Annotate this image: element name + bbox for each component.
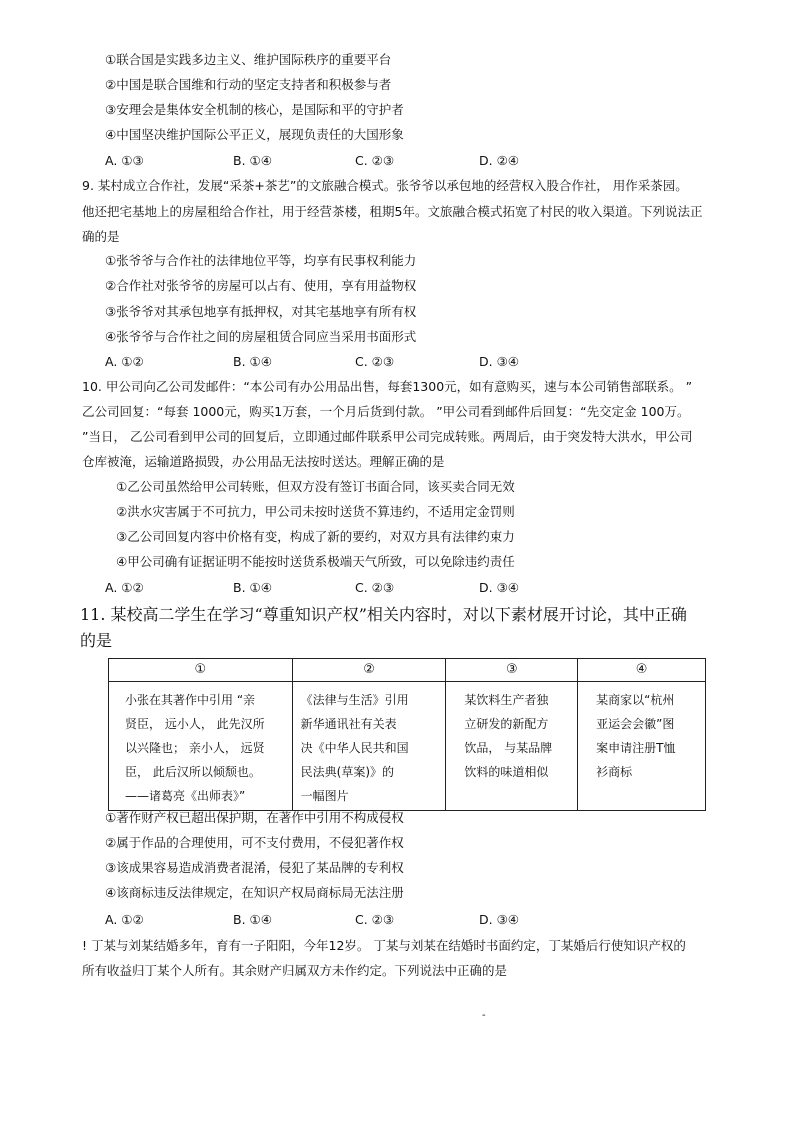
q9-answer-a: A. ①② [105, 354, 144, 369]
q8-answer-a: A. ①③ [105, 153, 144, 168]
table-cell [292, 682, 446, 811]
q10-option-3: ③乙公司回复内容中价格有变，构成了新的要约，对双方具有法律约束力 [116, 529, 515, 544]
page-mark: - [482, 1010, 486, 1021]
table-cell [578, 682, 706, 811]
q8-answer-c: C. ②③ [355, 153, 395, 168]
q11-answer-a: A. ①② [105, 912, 144, 927]
table-cell [109, 682, 293, 811]
q10-stem-line-2: 乙公司回复：“每套 1000元，购买1万套，一个月后货到付款。 ”甲公司看到邮件后回复：“先交定金 100万。 [82, 404, 690, 419]
q8-option-4: ④中国坚决维护国际公平正义，展现负责任的大国形象 [105, 127, 404, 142]
table-header-row [109, 659, 706, 682]
q11-option-4: ④该商标违反法律规定，在知识产权局商标局无法注册 [105, 885, 404, 900]
q11-stem-line-1: 11. 某校高二学生在学习“尊重知识产权”相关内容时，对以下素材展开讨论，其中正确 [80, 605, 687, 624]
q9-option-2: ②合作社对张爷爷的房屋可以占有、使用，享有用益物权 [105, 278, 417, 293]
q11-option-3: ③该成果容易造成消费者混淆，侵犯了某品牌的专利权 [105, 860, 404, 875]
q10-answer-a: A. ①② [105, 580, 144, 595]
q8-option-2: ②中国是联合国维和行动的坚定支持者和积极参与者 [105, 77, 392, 92]
table-header-cell: ② [292, 659, 446, 682]
q8-answer-b: B. ①④ [233, 153, 272, 168]
q11-stem-line-2: 的是 [80, 631, 113, 650]
q9-stem-line-1: 9. 某村成立合作社，发展“采茶+茶艺”的文旅融合模式。张爷爷以承包地的经营权入股合作社， 用作采茶园。 [82, 178, 688, 193]
material-1-text: 小张在其著作中引用 “亲 贤臣， 远小人， 此先汉所 以兴隆也； 亲小人， 远贤 臣， 此后汉所以倾颓也。 ——诸葛亮《出师表》” [125, 693, 265, 803]
q9-option-4: ④张爷爷与合作社之间的房屋租赁合同应当采用书面形式 [105, 329, 417, 344]
q10-option-1: ①乙公司虽然给甲公司转账，但双方没有签订书面合同，该买卖合同无效 [116, 479, 515, 494]
q12-stem-line-2: 所有收益归丁某个人所有。其余财产归属双方未作约定。下列说法中正确的是 [82, 963, 508, 978]
q10-answer-d: D. ③④ [479, 580, 519, 595]
table-row [109, 682, 706, 811]
q8-answer-d: D. ②④ [479, 153, 519, 168]
q9-answer-d: D. ③④ [479, 354, 519, 369]
material-3-text: 某饮料生产者独 立研发的新配方 饮品， 与某品牌 饮料的味道相似 [464, 693, 553, 779]
q10-option-2: ②洪水灾害属于不可抗力，甲公司未按时送货不算违约，不适用定金罚则 [116, 504, 515, 519]
q10-stem-line-1: 10. 甲公司向乙公司发邮件：“本公司有办公用品出售，每套1300元，如有意购买，速与本公司销售部联系。 ” [82, 379, 693, 394]
q9-option-1: ①张爷爷与合作社的法律地位平等，均享有民事权利能力 [105, 253, 417, 268]
table-header-cell: ③ [446, 659, 578, 682]
q10-option-4: ④甲公司确有证据证明不能按时送货系极端天气所致，可以免除违约责任 [116, 554, 515, 569]
q8-option-3: ③安理会是集体安全机制的核心，是国际和平的守护者 [105, 102, 404, 117]
q11-answer-c: C. ②③ [355, 912, 395, 927]
q11-answer-d: D. ③④ [479, 912, 519, 927]
q10-answer-c: C. ②③ [355, 580, 395, 595]
table-header-cell: ① [109, 659, 293, 682]
q9-stem-line-3: 确的是 [82, 229, 120, 244]
q12-stem-line-1: ! 丁某与刘某结婚多年，育有一子阳阳，今年12岁。 丁某与刘某在结婚时书面约定，丁某婚后行使知识产权的 [82, 938, 686, 953]
q11-option-1: ①著作财产权已超出保护期，在著作中引用不构成侵权 [105, 810, 404, 825]
q11-material-table [108, 658, 706, 811]
q9-option-3: ③张爷爷对其承包地享有抵押权，对其宅基地享有所有权 [105, 304, 417, 319]
q11-answer-b: B. ①④ [233, 912, 272, 927]
q11-option-2: ②属于作品的合理使用，可不支付费用，不侵犯著作权 [105, 835, 404, 850]
q10-stem-line-3: ”当日， 乙公司看到甲公司的回复后，立即通过邮件联系甲公司完成转账。两周后，由于突发特大洪水，甲公司 [82, 429, 693, 444]
q9-answer-c: C. ②③ [355, 354, 395, 369]
table-header-cell: ④ [578, 659, 706, 682]
q9-answer-b: B. ①④ [233, 354, 272, 369]
q8-option-1: ①联合国是实践多边主义、维护国际秩序的重要平台 [105, 52, 392, 67]
q10-stem-line-4: 仓库被淹，运输道路损毁，办公用品无法按时送达。理解正确的是 [82, 454, 445, 469]
material-2-text: 《法律与生活》引用 新华通讯社有关表 决《中华人民共和国 民法典(草案)》的 一幅图片 [300, 693, 409, 803]
material-4-text: 某商家以“杭州 亚运会会徽”图 案申请注册T恤 衫商标 [596, 693, 676, 779]
q9-stem-line-2: 他还把宅基地上的房屋租给合作社，用于经营茶楼，租期5年。文旅融合模式拓宽了村民的收入渠道。下列说法正 [82, 204, 703, 219]
table-cell [446, 682, 578, 811]
q10-answer-b: B. ①④ [233, 580, 272, 595]
